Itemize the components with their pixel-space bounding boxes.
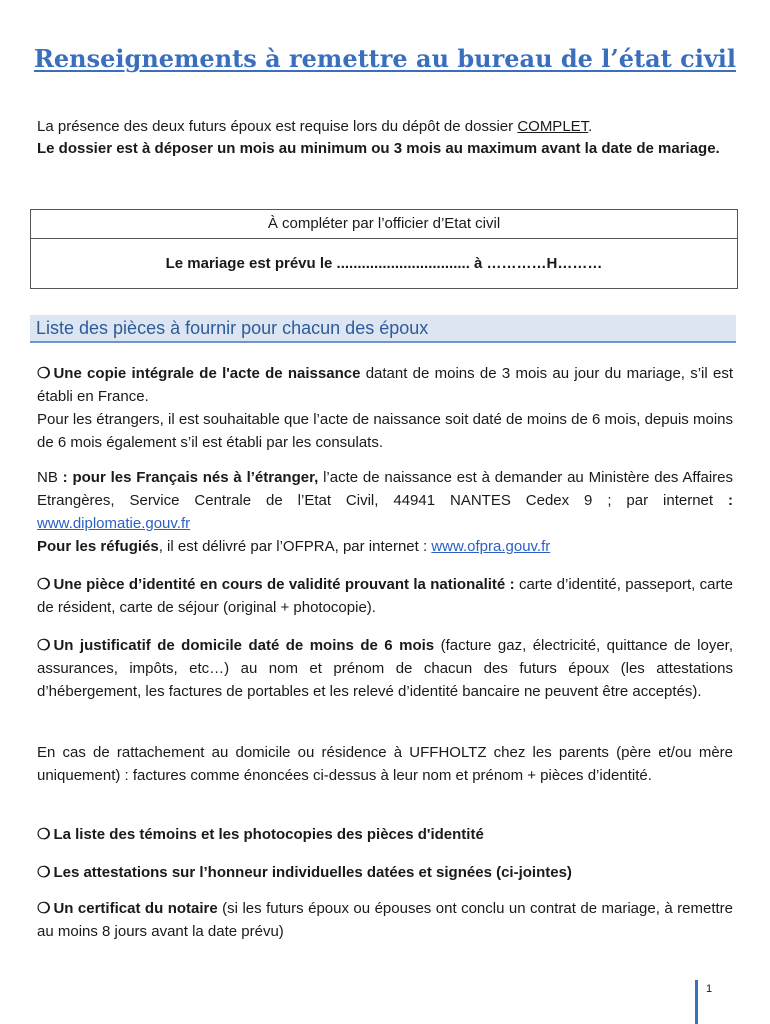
item-naissance-text: datant de moins de 3 mois au jour du mariage, s’il est établi en France.: [37, 365, 733, 405]
item-notaire: [37, 897, 733, 943]
intro-paragraph: [37, 116, 737, 160]
ofpra-link[interactable]: www.ofpra.gouv.fr: [431, 538, 551, 555]
refugies-text: , il est délivré par l’OFPRA, par internet :: [158, 538, 432, 555]
diplomatie-link[interactable]: www.diplomatie.gouv.fr: [37, 515, 191, 532]
item-attestations-title: Les attestations sur l’honneur individuelles datées et signées (ci-jointes): [53, 864, 572, 881]
page-title: Renseignements à remettre au bureau de l’état civil: [33, 44, 737, 73]
item-naissance: [37, 362, 733, 454]
officer-box-body: Le mariage est prévu le ................................ à …………H………: [165, 255, 603, 272]
item-temoins: [37, 823, 733, 846]
complet-word: COMPLET: [517, 118, 589, 135]
bullet-icon: ❍: [37, 900, 51, 917]
bullet-icon: ❍: [37, 576, 51, 593]
bullet-icon: ❍: [37, 864, 51, 881]
item-nb: [37, 466, 733, 558]
intro-line-1: [37, 116, 737, 138]
item-domicile-title: Un justificatif de domicile daté de moins de 6 mois: [53, 637, 435, 654]
officer-box-header: À compléter par l’officier d’Etat civil: [31, 210, 737, 239]
bullet-icon: ❍: [37, 826, 51, 843]
intro-line-2: Le dossier est à déposer un mois au minimum ou 3 mois au maximum avant la date de mariage.: [37, 140, 720, 157]
item-identite: [37, 573, 733, 619]
item-rattachement: En cas de rattachement au domicile ou résidence à UFFHOLTZ chez les parents (père et/ou mère uniquement) : factures comme énoncées ci-dessus à leur nom et prénom + pièces d’identité.: [37, 744, 733, 784]
intro-end: .: [588, 118, 593, 135]
bullet-icon: ❍: [37, 637, 51, 654]
page-number-rule: [695, 980, 698, 1024]
intro-text: La présence des deux futurs époux est requise lors du dépôt de dossier: [37, 118, 518, 135]
item-naissance-title: Une copie intégrale de l'acte de naissance: [53, 365, 361, 382]
nb-label: NB: [37, 469, 63, 486]
item-identite-title: Une pièce d’identité en cours de validité prouvant la nationalité :: [53, 576, 515, 593]
officer-box: [30, 209, 738, 289]
refugies-title: Pour les réfugiés: [37, 538, 159, 555]
bullet-icon: ❍: [37, 365, 51, 382]
item-domicile-text: (facture gaz, électricité, quittance de loyer, assurances, impôts, etc…) au nom et prénom de chacun des futurs époux (les attestations d’hébergement, les factures de portables et les relevé d’identité bancaire ne peuvent être acceptés).: [37, 637, 733, 700]
item-temoins-title: La liste des témoins et les photocopies des pièces d'identité: [53, 826, 484, 843]
page-number: 1: [706, 983, 713, 995]
nb-title: : pour les Français nés à l’étranger,: [62, 469, 319, 486]
item-notaire-text: (si les futurs époux ou épouses ont conclu un contrat de mariage, à remettre au moins 8 jours avant la date prévu): [37, 900, 734, 940]
item-identite-text: carte d’identité, passeport, carte de résident, carte de séjour (original + photocopie).: [37, 576, 733, 616]
item-attestations: [37, 861, 733, 884]
section-heading: Liste des pièces à fournir pour chacun des époux: [30, 315, 736, 343]
item-etrangers-text: Pour les étrangers, il est souhaitable que l’acte de naissance soit daté de moins de 6 mois, depuis moins de 6 mois également s’il est établi par les consulats.: [37, 411, 733, 451]
item-domicile: [37, 634, 733, 703]
nb-colon: :: [728, 492, 733, 509]
nb-text: l’acte de naissance est à demander au Ministère des Affaires Etrangères, Service Centrale de l’Etat Civil, 44941 NANTES Cedex 9 ; par internet: [37, 469, 733, 509]
item-notaire-title: Un certificat du notaire: [53, 900, 218, 917]
